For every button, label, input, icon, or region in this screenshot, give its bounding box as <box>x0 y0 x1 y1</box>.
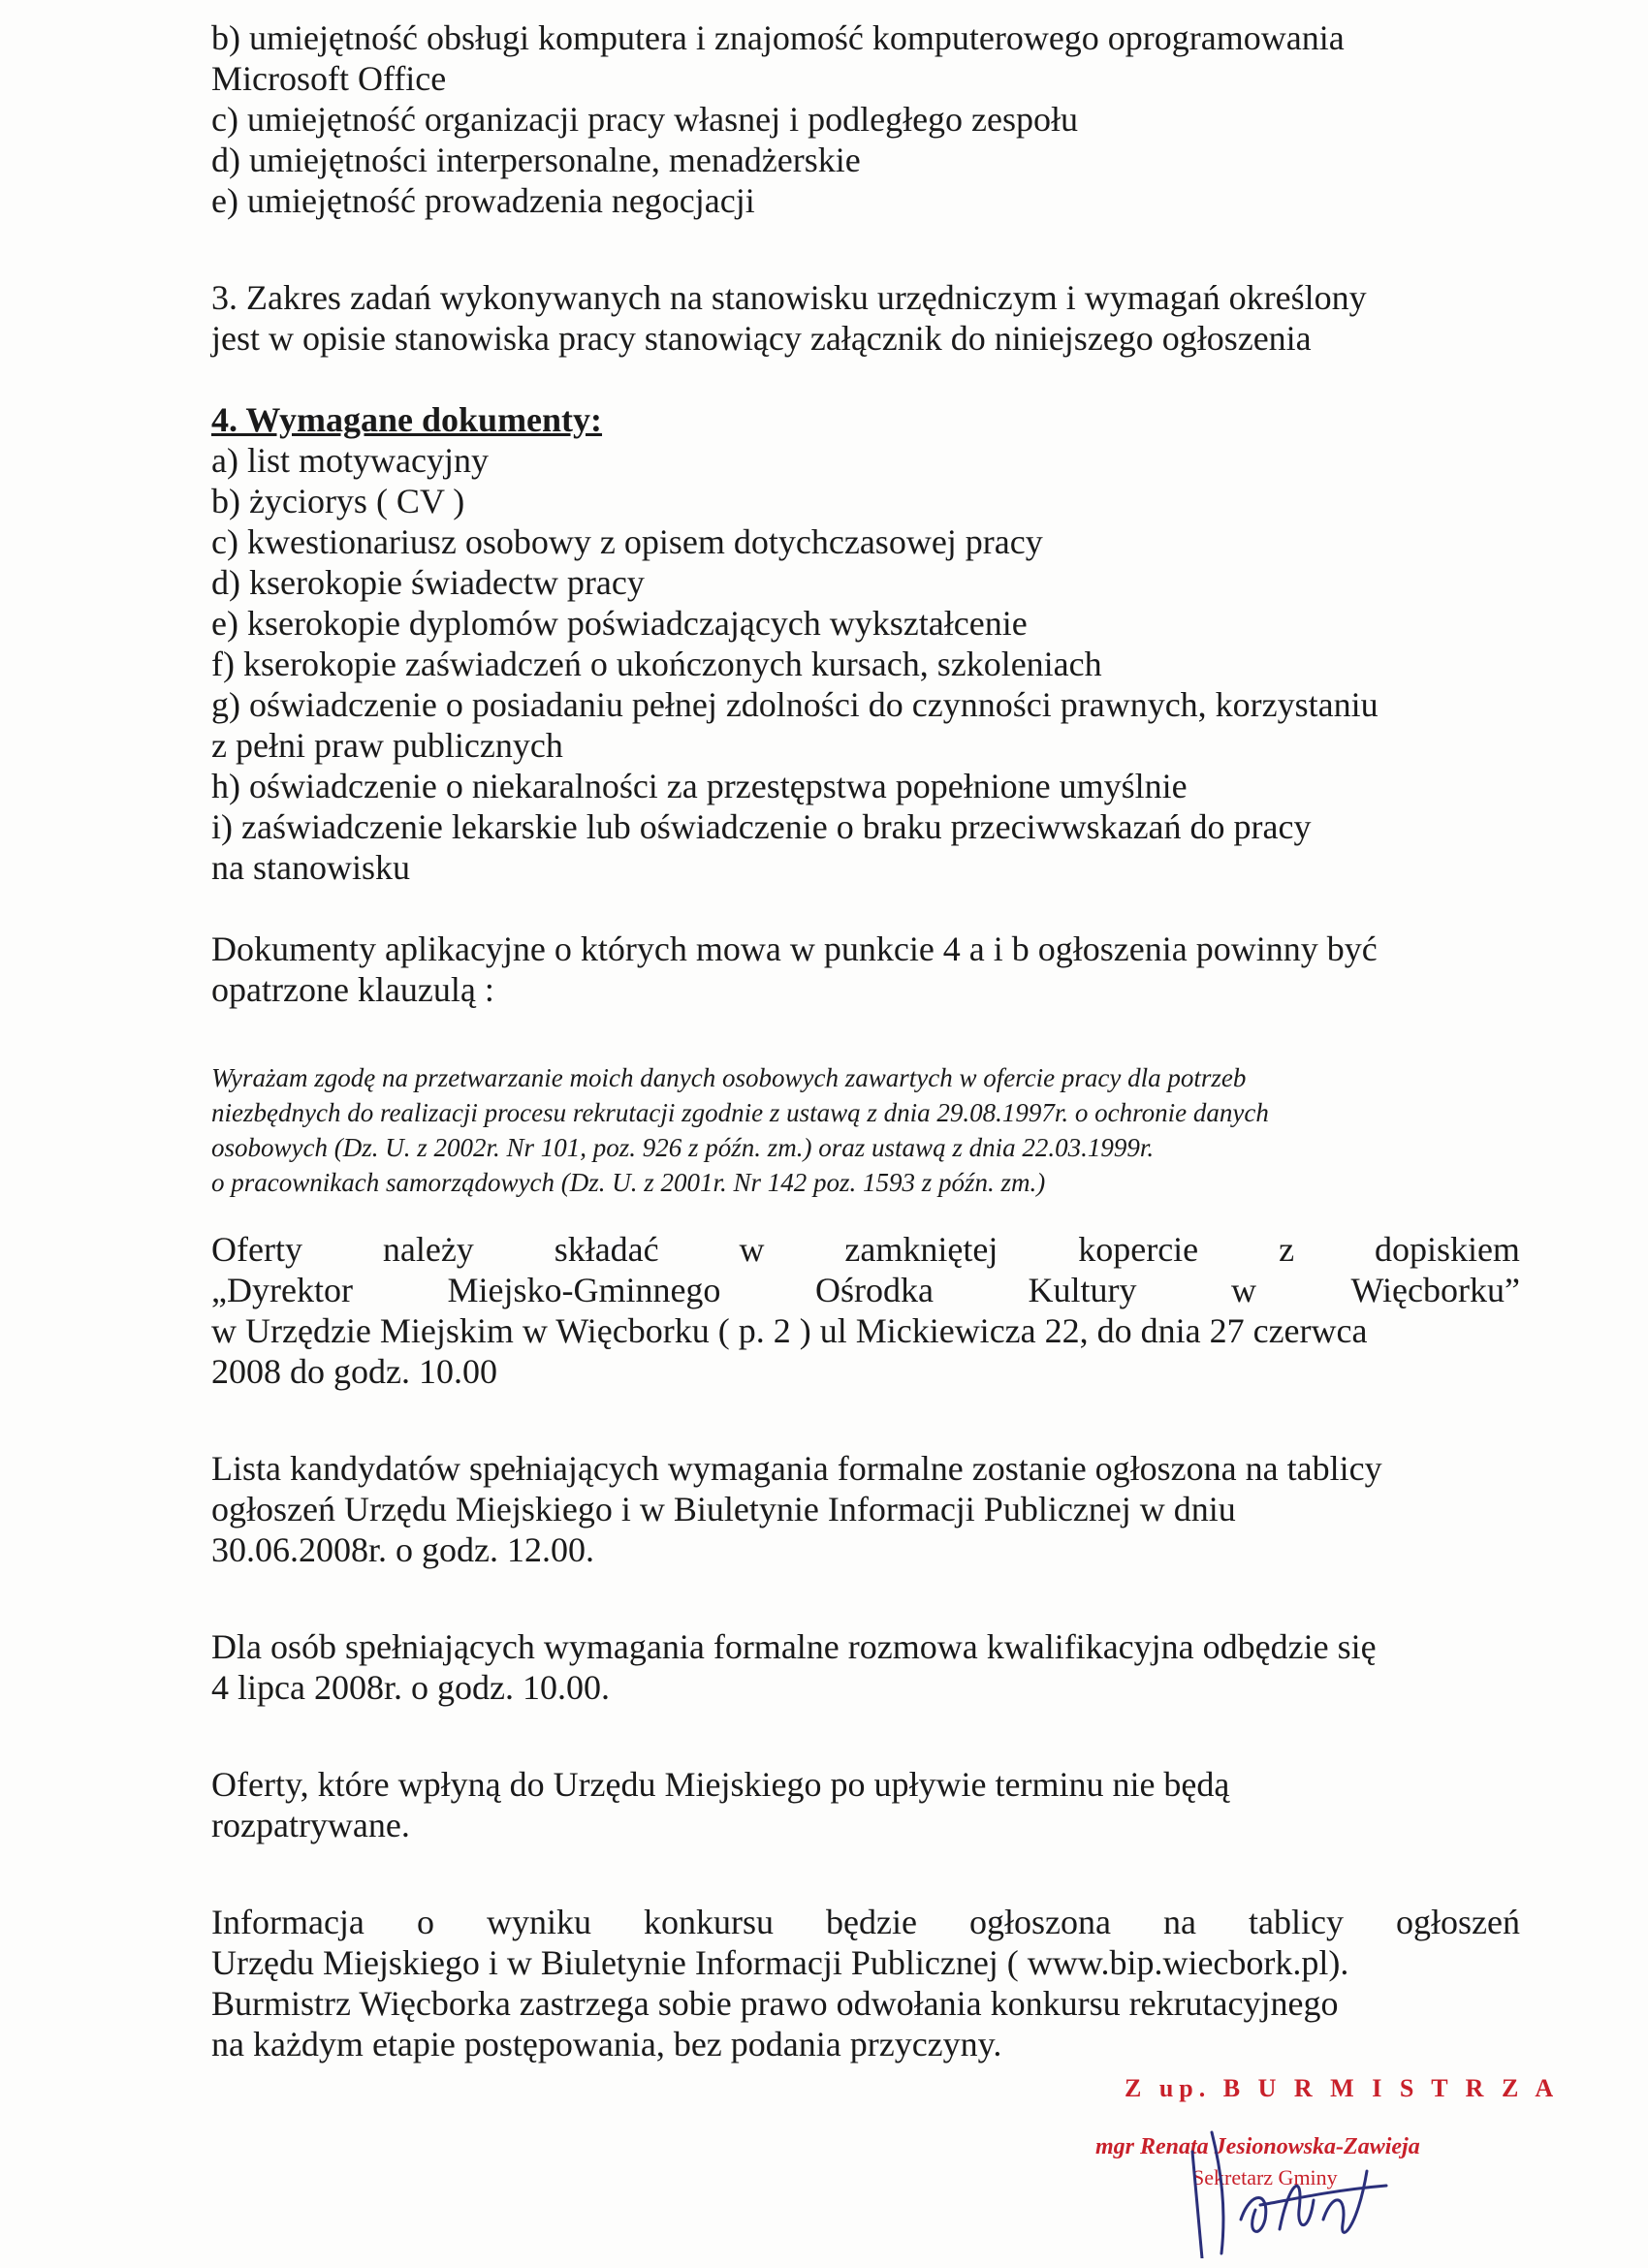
document-item: c) kwestionariusz osobowy z opisem dotychczasowej pracy <box>211 522 1043 561</box>
word: Więcborku” <box>1350 1271 1520 1309</box>
word: Oferty <box>211 1230 302 1269</box>
section-heading: 4. Wymagane dokumenty: <box>211 400 603 439</box>
paragraph-line <box>211 1229 1520 1270</box>
paragraph-line: Burmistrz Więcborka zastrzega sobie prawo odwołania konkursu rekrutacyjnego <box>211 1984 1339 2023</box>
document-item: e) kserokopie dyplomów poświadczających wykształcenie <box>211 604 1028 643</box>
late-offers-paragraph <box>211 1764 1520 1845</box>
word: Miejsko-Gminnego <box>447 1271 721 1309</box>
requirement-item: e) umiejętność prowadzenia negocjacji <box>211 181 755 220</box>
stamp-role: Sekretarz Gminy <box>1192 2165 1338 2189</box>
paragraph-line: w Urzędzie Miejskim w Więcborku ( p. 2 ) ul Mickiewicza 22, do dnia 27 czerwca <box>211 1311 1368 1350</box>
word: o <box>416 1903 434 1941</box>
paragraph-line <box>211 1902 1520 1942</box>
paragraph-line: Dla osób spełniających wymagania formalne rozmowa kwalifikacyjna odbędzie się <box>211 1627 1377 1666</box>
result-info-paragraph <box>211 1902 1520 2064</box>
word: ogłoszona <box>969 1903 1111 1941</box>
section-4-required-documents <box>211 399 1520 888</box>
paragraph-line: 30.06.2008r. o godz. 12.00. <box>211 1530 594 1569</box>
word: dopiskiem <box>1374 1230 1520 1269</box>
document-item: na stanowisku <box>211 848 410 887</box>
document-item: z pełni praw publicznych <box>211 726 563 765</box>
word: w <box>739 1230 765 1269</box>
paragraph-line: 2008 do godz. 10.00 <box>211 1352 497 1391</box>
offers-submission-paragraph <box>211 1229 1520 1392</box>
handwritten-signature <box>1134 2113 1425 2258</box>
document-item: i) zaświadczenie lekarskie lub oświadczenie o braku przeciwwskazań do pracy <box>211 807 1312 846</box>
candidates-list-paragraph <box>211 1448 1520 1570</box>
official-stamp <box>1095 2074 1560 2258</box>
word: Informacja <box>211 1903 364 1941</box>
paragraph-line: na każdym etapie postępowania, bez podania przyczyny. <box>211 2025 1002 2063</box>
clause-intro-paragraph <box>211 929 1520 1010</box>
requirement-item: c) umiejętność organizacji pracy własnej i podległego zespołu <box>211 100 1079 139</box>
word: Kultury <box>1028 1271 1137 1309</box>
consent-clause <box>211 1060 1520 1200</box>
requirement-item: b) umiejętność obsługi komputera i znajomość komputerowego oprogramowania <box>211 18 1345 57</box>
word: „Dyrektor <box>211 1271 353 1309</box>
section-3-paragraph <box>211 277 1520 359</box>
document-item: f) kserokopie zaświadczeń o ukończonych kursach, szkoleniach <box>211 645 1102 683</box>
document-body <box>211 17 1520 2064</box>
word: konkursu <box>644 1903 774 1941</box>
paragraph-line: Lista kandydatów spełniających wymagania formalne zostanie ogłoszona na tablicy <box>211 1449 1382 1488</box>
document-item: d) kserokopie świadectw pracy <box>211 563 645 602</box>
interview-paragraph <box>211 1626 1520 1708</box>
requirements-list-continued <box>211 17 1520 221</box>
paragraph-line: Oferty, które wpłyną do Urzędu Miejskiego po upływie terminu nie będą <box>211 1765 1230 1804</box>
clause-line: osobowych (Dz. U. z 2002r. Nr 101, poz. 926 z późn. zm.) oraz ustawą z dnia 22.03.1999r. <box>211 1133 1155 1162</box>
word: zamkniętej <box>844 1230 998 1269</box>
paragraph-line: Urzędu Miejskiego i w Biuletynie Informacji Publicznej ( www.bip.wiecbork.pl). <box>211 1943 1349 1982</box>
document-item: h) oświadczenie o niekaralności za przestępstwa popełnione umyślnie <box>211 767 1188 805</box>
paragraph-line: 4 lipca 2008r. o godz. 10.00. <box>211 1668 610 1707</box>
stamp-title: Z up. B U R M I S T R Z A <box>1125 2074 1560 2102</box>
word: kopercie <box>1078 1230 1199 1269</box>
word: w <box>1230 1271 1256 1309</box>
word: na <box>1163 1903 1196 1941</box>
word: będzie <box>826 1903 917 1941</box>
word: wyniku <box>486 1903 591 1941</box>
document-item: b) życiorys ( CV ) <box>211 482 465 520</box>
clause-line: niezbędnych do realizacji procesu rekrutacji zgodnie z ustawą z dnia 29.08.1997r. o ochronie danych <box>211 1098 1269 1127</box>
requirement-item: d) umiejętności interpersonalne, menadżerskie <box>211 141 861 179</box>
clause-line: Wyrażam zgodę na przetwarzanie moich danych osobowych zawartych w ofercie pracy dla potrzeb <box>211 1063 1247 1092</box>
word: Ośrodka <box>814 1271 934 1309</box>
paragraph-line <box>211 1270 1520 1310</box>
paragraph-line: opatrzone klauzulą : <box>211 970 494 1009</box>
paragraph-line: Dokumenty aplikacyjne o których mowa w punkcie 4 a i b ogłoszenia powinny być <box>211 929 1378 968</box>
paragraph-line: 3. Zakres zadań wykonywanych na stanowisku urzędniczym i wymagań określony <box>211 278 1367 317</box>
stamp-name: mgr Renata Jesionowska-Zawieja <box>1095 2134 1420 2159</box>
word: należy <box>382 1230 474 1269</box>
clause-line: o pracownikach samorządowych (Dz. U. z 2001r. Nr 142 poz. 1593 z późn. zm.) <box>211 1168 1046 1197</box>
paragraph-line: rozpatrywane. <box>211 1806 410 1844</box>
paragraph-line: ogłoszeń Urzędu Miejskiego i w Biuletynie Informacji Publicznej w dniu <box>211 1490 1236 1528</box>
document-item: g) oświadczenie o posiadaniu pełnej zdolności do czynności prawnych, korzystaniu <box>211 685 1379 724</box>
word: składać <box>554 1230 659 1269</box>
word: z <box>1279 1230 1295 1269</box>
word: tablicy <box>1249 1903 1344 1941</box>
requirement-item: Microsoft Office <box>211 59 447 98</box>
document-item: a) list motywacyjny <box>211 441 489 480</box>
word: ogłoszeń <box>1396 1903 1520 1941</box>
paragraph-line: jest w opisie stanowiska pracy stanowiący załącznik do niniejszego ogłoszenia <box>211 319 1312 358</box>
